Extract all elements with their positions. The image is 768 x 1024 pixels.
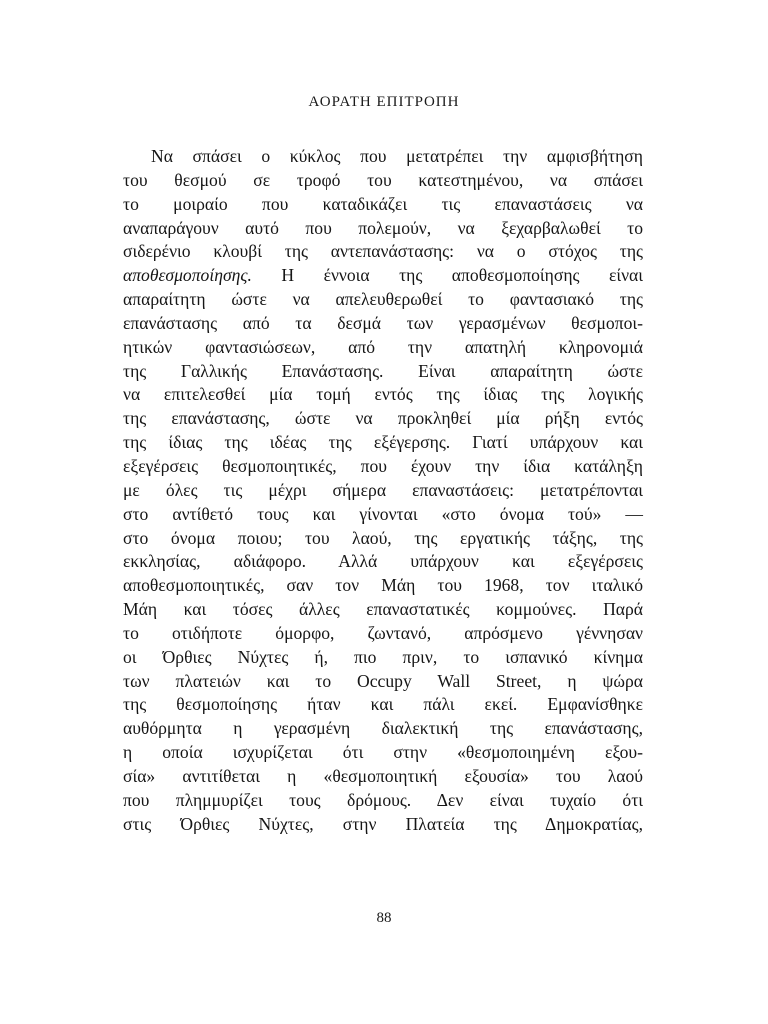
text-line: της θεσμοποίησης ήταν και πάλι εκεί. Εμφανίσθηκε bbox=[123, 694, 643, 715]
italic-term: αποθεσμοποίησης. bbox=[123, 265, 252, 286]
text-line: αυθόρμητα η γερασμένη διαλεκτική της επανάστασης, bbox=[123, 718, 643, 739]
text-line: σιδερένιο κλουβί της αντεπανάστασης: να ο στόχος της bbox=[123, 241, 643, 262]
text-line: αποθεσμοποιητικές, σαν τον Μάη του 1968, τον ιταλικό bbox=[123, 575, 643, 596]
text-line: με όλες τις μέχρι σήμερα επαναστάσεις: μετατρέπονται bbox=[123, 479, 643, 500]
text-line: της επανάστασης, ώστε να προκληθεί μία ρήξη εντός bbox=[123, 408, 643, 429]
text-line: απαραίτητη ώστε να απελευθερωθεί το φαντασιακό της bbox=[123, 289, 643, 310]
body-paragraph bbox=[123, 145, 643, 836]
text-line: εξεγέρσεις θεσμοποιητικές, που έχουν την ίδια κατάληξη bbox=[123, 455, 643, 476]
text-line: εκκλησίας, αδιάφορο. Αλλά υπάρχουν και εξεγέρσεις bbox=[123, 551, 643, 572]
text-line: στο αντίθετό τους και γίνονται «στο όνομα τού» — bbox=[123, 503, 643, 524]
text-line: της Γαλλικής Επανάστασης. Είναι απαραίτητη ώστε bbox=[123, 360, 643, 381]
text-line: στο όνομα ποιου; του λαού, της εργατικής τάξης, της bbox=[123, 527, 643, 548]
text-line: να επιτελεσθεί μία τομή εντός της ίδιας της λογικής bbox=[123, 384, 643, 405]
text-line: το οτιδήποτε όμορφο, ζωντανό, απρόσμενο γέννησαν bbox=[123, 622, 643, 643]
text-line: οι Όρθιες Νύχτες ή, πιο πριν, το ισπανικό κίνημα bbox=[123, 646, 643, 667]
text-line: που πλημμυρίζει τους δρόμους. Δεν είναι τυχαίο ότι bbox=[123, 789, 643, 810]
text-line: του θεσμού σε τροφό του κατεστημένου, να σπάσει bbox=[123, 169, 643, 190]
text-line: αναπαράγουν αυτό που πολεμούν, να ξεχαρβαλωθεί το bbox=[123, 217, 643, 238]
text-line: Να σπάσει ο κύκλος που μετατρέπει την αμφισβήτηση bbox=[151, 146, 643, 166]
text-line: των πλατειών και το Occupy Wall Street, η ψώρα bbox=[123, 670, 643, 691]
text-line: το μοιραίο που καταδικάζει τις επαναστάσεις να bbox=[123, 193, 643, 214]
text-line: η οποία ισχυρίζεται ότι στην «θεσμοποιημένη εξου- bbox=[123, 742, 643, 763]
text-line: σία» αντιτίθεται η «θεσμοποιητική εξουσία» του λαού bbox=[123, 765, 643, 786]
text-line: Μάη και τόσες άλλες επαναστατικές κομμούνες. Παρά bbox=[123, 599, 643, 620]
page-number: 88 bbox=[376, 910, 392, 926]
text-line-rest: Η έννοια της αποθεσμοποίησης είναι bbox=[281, 265, 643, 286]
text-line: της ίδιας της ιδέας της εξέγερσης. Γιατί υπάρχουν και bbox=[123, 432, 643, 453]
text-line bbox=[123, 264, 643, 288]
running-header: ΑΟΡΑΤΗ ΕΠΙΤΡΟΠΗ bbox=[308, 94, 460, 110]
text-line: στις Όρθιες Νύχτες, στην Πλατεία της Δημοκρατίας, bbox=[123, 813, 643, 834]
text-line: ητικών φαντασιώσεων, από την απατηλή κληρονομιά bbox=[123, 336, 643, 357]
text-line: επανάστασης από τα δεσμά των γερασμένων θεσμοποι- bbox=[123, 312, 643, 333]
